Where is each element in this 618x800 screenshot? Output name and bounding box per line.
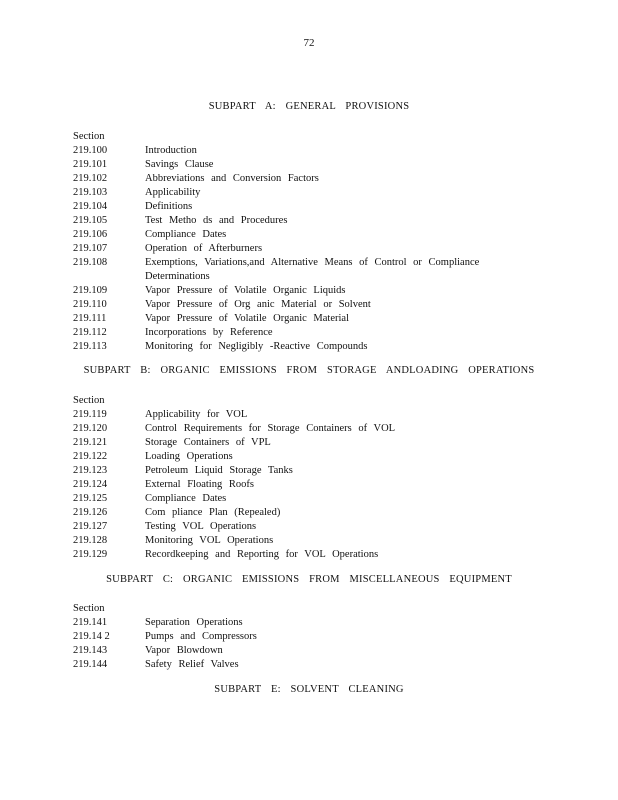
- table-row: [73, 450, 525, 464]
- table-row: [73, 520, 525, 534]
- section-number: 219.107: [73, 243, 108, 254]
- section-title: Safety Relief Valves: [145, 659, 239, 670]
- table-row: [73, 464, 525, 478]
- table-row: [73, 506, 525, 520]
- section-number: 219.101: [73, 159, 108, 170]
- section-number: 219.128: [73, 535, 108, 546]
- table-row: [73, 242, 525, 256]
- table-row: [73, 492, 525, 506]
- section-number: 219.119: [73, 409, 107, 420]
- section-number: 219.125: [73, 493, 108, 504]
- subpart-b-section-list: [73, 394, 525, 562]
- section-title: Vapor Pressure of Org anic Material or Solvent: [145, 299, 371, 310]
- table-row: [73, 228, 525, 242]
- table-row: [73, 298, 525, 312]
- section-title: Applicability for VOL: [145, 409, 248, 420]
- section-label: Section: [73, 395, 105, 406]
- subpart-a-heading: SUBPART A: GENERAL PROVISIONS: [208, 101, 410, 112]
- section-title: Petroleum Liquid Storage Tanks: [145, 465, 293, 476]
- section-number: 219.126: [73, 507, 108, 518]
- table-row: [73, 658, 525, 672]
- section-title: Exemptions, Variations,and Alternative Means of Control or Compliance Determinations: [145, 257, 480, 282]
- table-row: [73, 478, 525, 492]
- section-number: 219.120: [73, 423, 108, 434]
- section-number: 219.127: [73, 521, 108, 532]
- section-title: Applicability: [145, 187, 201, 198]
- section-number: 219.112: [73, 327, 107, 338]
- table-row: [73, 214, 525, 228]
- section-number: 219.109: [73, 285, 108, 296]
- section-title: Recordkeeping and Reporting for VOL Operations: [145, 549, 379, 560]
- section-number: 219.113: [73, 341, 107, 352]
- section-number: 219.105: [73, 215, 108, 226]
- section-title: Separation Operations: [145, 617, 243, 628]
- section-title: Savings Clause: [145, 159, 214, 170]
- section-title: Abbreviations and Conversion Factors: [145, 173, 319, 184]
- section-number: 219.123: [73, 465, 108, 476]
- table-row: [73, 312, 525, 326]
- section-title: Introduction: [145, 145, 197, 156]
- section-title: Storage Containers of VPL: [145, 437, 271, 448]
- subpart-b-heading: SUBPART B: ORGANIC EMISSIONS FROM STORAGE ANDLOADING OPERATIONS: [83, 365, 535, 376]
- table-row: [73, 158, 525, 172]
- section-number: 219.122: [73, 451, 108, 462]
- page-number: 72: [303, 37, 315, 49]
- subpart-c-section-list: [73, 602, 525, 672]
- table-row: [73, 172, 525, 186]
- subpart-c-heading: SUBPART C: ORGANIC EMISSIONS FROM MISCELLANEOUS EQUIPMENT: [106, 574, 512, 585]
- table-row: [73, 186, 525, 200]
- table-row: [73, 422, 525, 436]
- section-label: Section: [73, 603, 105, 614]
- section-number: 219.103: [73, 187, 108, 198]
- table-row: [73, 284, 525, 298]
- section-number: 219.141: [73, 617, 108, 628]
- section-title: Vapor Pressure of Volatile Organic Liquids: [145, 285, 346, 296]
- section-title: Compliance Dates: [145, 229, 227, 240]
- section-number: 219.14 2: [73, 631, 110, 642]
- table-row: [73, 340, 525, 354]
- table-row: [73, 616, 525, 630]
- section-title: Operation of Afterburners: [145, 243, 263, 254]
- table-row: [73, 144, 525, 158]
- section-title: Loading Operations: [145, 451, 233, 462]
- section-title: Com pliance Plan (Repealed): [145, 507, 281, 518]
- section-title: Vapor Blowdown: [145, 645, 223, 656]
- section-title: Testing VOL Operations: [145, 521, 257, 532]
- section-number: 219.100: [73, 145, 108, 156]
- subpart-a-section-list: [73, 130, 525, 354]
- section-number: 219.104: [73, 201, 108, 212]
- section-title: Incorporations by Reference: [145, 327, 273, 338]
- table-row: [73, 326, 525, 340]
- section-title: Definitions: [145, 201, 193, 212]
- section-number: 219.143: [73, 645, 108, 656]
- section-number: 219.108: [73, 257, 108, 268]
- section-title: Monitoring for Negligibly -Reactive Compounds: [145, 341, 368, 352]
- subpart-e-heading: SUBPART E: SOLVENT CLEANING: [214, 684, 404, 695]
- section-title: Compliance Dates: [145, 493, 227, 504]
- table-row: [73, 534, 525, 548]
- section-title: Control Requirements for Storage Containers of VOL: [145, 423, 396, 434]
- table-row: [73, 256, 525, 284]
- section-number: 219.144: [73, 659, 108, 670]
- section-number: 219.129: [73, 549, 108, 560]
- table-row: [73, 548, 525, 562]
- section-number: 219.110: [73, 299, 107, 310]
- section-title: External Floating Roofs: [145, 479, 254, 490]
- section-title: Pumps and Compressors: [145, 631, 257, 642]
- table-row: [73, 200, 525, 214]
- table-row: [73, 436, 525, 450]
- section-number: 219.102: [73, 173, 108, 184]
- table-row: [73, 408, 525, 422]
- section-number: 219.124: [73, 479, 108, 490]
- table-row: [73, 644, 525, 658]
- section-title: Test Metho ds and Procedures: [145, 215, 288, 226]
- section-title: Monitoring VOL Operations: [145, 535, 274, 546]
- table-row: [73, 630, 525, 644]
- section-number: 219.111: [73, 313, 107, 324]
- section-label: Section: [73, 131, 105, 142]
- section-number: 219.121: [73, 437, 108, 448]
- section-title: Vapor Pressure of Volatile Organic Material: [145, 313, 349, 324]
- section-number: 219.106: [73, 229, 108, 240]
